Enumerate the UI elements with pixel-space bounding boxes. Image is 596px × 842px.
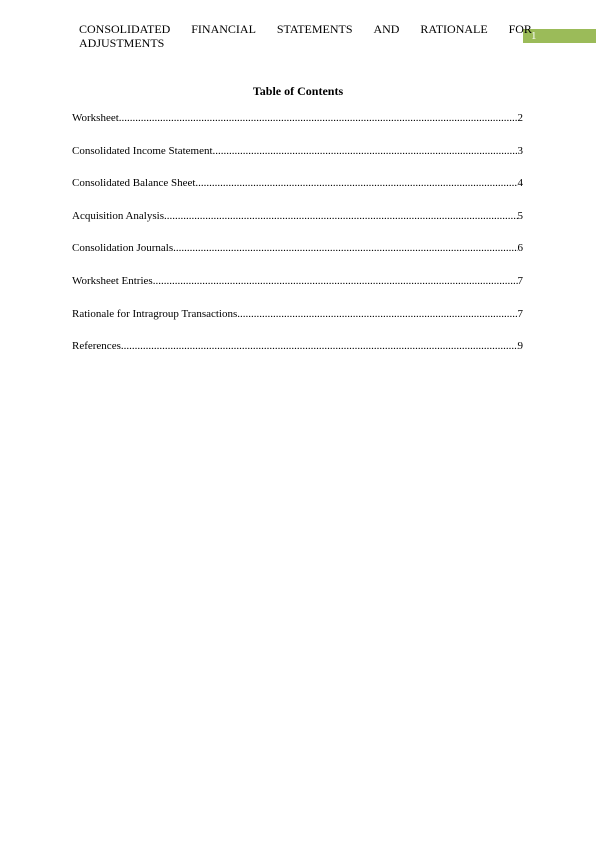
header-word: RATIONALE bbox=[420, 22, 488, 36]
toc-entry-rationale-intragroup[interactable] bbox=[72, 307, 523, 340]
toc-title: Table of Contents bbox=[252, 84, 344, 98]
header-title-line-1 bbox=[79, 22, 532, 36]
toc-dot-leader bbox=[213, 144, 518, 158]
page-number-badge bbox=[523, 29, 596, 43]
toc-entry-acquisition-analysis[interactable] bbox=[72, 209, 523, 242]
page-number: 1 bbox=[531, 30, 537, 42]
toc-dot-leader bbox=[173, 241, 517, 255]
toc-dot-leader bbox=[237, 307, 517, 321]
toc-entry-consolidated-balance-sheet[interactable] bbox=[72, 176, 523, 209]
toc-entry-worksheet[interactable] bbox=[72, 111, 523, 144]
toc-entry-page: 9 bbox=[517, 340, 523, 353]
toc-entry-consolidated-income-statement[interactable] bbox=[72, 144, 523, 177]
toc-entry-page: 7 bbox=[517, 274, 523, 287]
toc-dot-leader bbox=[121, 339, 518, 353]
toc-entry-label: Consolidated Income Statement bbox=[72, 144, 213, 157]
header-word: FOR bbox=[508, 22, 532, 36]
toc-entry-consolidation-journals[interactable] bbox=[72, 241, 523, 274]
table-of-contents bbox=[72, 111, 523, 372]
header-word: AND bbox=[373, 22, 400, 36]
toc-entry-page: 4 bbox=[517, 177, 523, 190]
toc-entry-page: 2 bbox=[517, 112, 523, 124]
header-title-line-2: ADJUSTMENTS bbox=[79, 36, 165, 50]
toc-dot-leader bbox=[164, 209, 518, 223]
toc-entry-references[interactable] bbox=[72, 339, 523, 372]
header-word: FINANCIAL bbox=[191, 22, 256, 36]
toc-entry-worksheet-entries[interactable] bbox=[72, 274, 523, 307]
toc-dot-leader bbox=[195, 176, 517, 190]
toc-entry-label: Rationale for Intragroup Transactions bbox=[72, 307, 238, 320]
running-header bbox=[79, 22, 532, 50]
toc-entry-label: Worksheet Entries bbox=[72, 274, 153, 287]
header-word: STATEMENTS bbox=[276, 22, 353, 36]
toc-entry-label: Consolidation Journals bbox=[72, 242, 174, 255]
toc-entry-page: 6 bbox=[517, 242, 523, 255]
toc-dot-leader bbox=[153, 274, 518, 288]
toc-entry-label: Worksheet bbox=[72, 112, 119, 124]
toc-entry-page: 3 bbox=[517, 144, 523, 157]
toc-entry-label: References bbox=[72, 340, 121, 353]
toc-entry-page: 7 bbox=[517, 307, 523, 320]
toc-dot-leader bbox=[119, 111, 518, 125]
toc-entry-label: Acquisition Analysis bbox=[72, 209, 164, 222]
header-word: CONSOLIDATED bbox=[79, 22, 171, 36]
toc-entry-label: Consolidated Balance Sheet bbox=[72, 177, 196, 190]
toc-entry-page: 5 bbox=[517, 209, 523, 222]
